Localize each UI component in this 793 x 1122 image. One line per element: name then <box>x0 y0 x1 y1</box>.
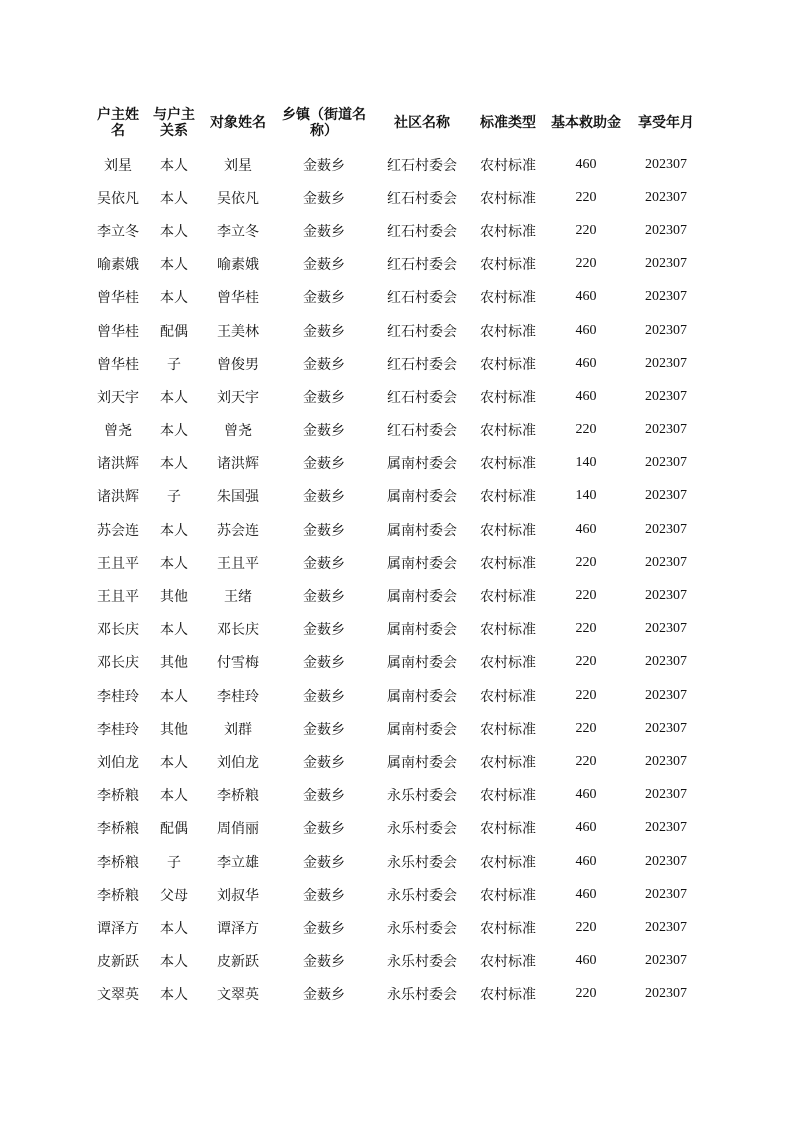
cell-relief-amount: 140 <box>575 455 597 471</box>
cell-householder-name: 吴依凡 <box>97 190 139 207</box>
cell-relationship: 配偶 <box>160 323 188 340</box>
table-row <box>90 911 706 944</box>
cell-relationship: 本人 <box>160 257 188 274</box>
cell-relief-amount: 220 <box>575 654 597 670</box>
cell-community: 属南村委会 <box>387 754 457 771</box>
table-row <box>90 646 706 679</box>
cell-community: 属南村委会 <box>387 622 457 639</box>
table-row <box>90 779 706 812</box>
cell-township: 金薮乡 <box>303 555 345 572</box>
cell-standard-type: 农村标准 <box>480 290 536 307</box>
cell-standard-type: 农村标准 <box>480 456 536 473</box>
cell-benefit-month: 202307 <box>645 222 687 238</box>
cell-householder-name: 李桥粮 <box>97 887 139 904</box>
cell-relationship: 本人 <box>160 954 188 971</box>
cell-township: 金薮乡 <box>303 920 345 937</box>
header-standard-type: 标准类型 <box>480 115 536 131</box>
cell-recipient-name: 曾华桂 <box>217 290 259 307</box>
cell-standard-type: 农村标准 <box>480 622 536 639</box>
cell-relief-amount: 460 <box>575 156 597 172</box>
cell-householder-name: 李桥粮 <box>97 854 139 871</box>
cell-householder-name: 曾华桂 <box>97 356 139 373</box>
cell-householder-name: 喻素娥 <box>97 257 139 274</box>
cell-benefit-month: 202307 <box>645 820 687 836</box>
header-householder-name: 户主姓名 <box>97 107 139 139</box>
cell-standard-type: 农村标准 <box>480 655 536 672</box>
cell-standard-type: 农村标准 <box>480 489 536 506</box>
cell-relationship: 本人 <box>160 555 188 572</box>
cell-relief-amount: 460 <box>575 521 597 537</box>
cell-relief-amount: 460 <box>575 289 597 305</box>
cell-relationship: 其他 <box>160 721 188 738</box>
cell-householder-name: 李桂玲 <box>97 688 139 705</box>
cell-householder-name: 邓长庆 <box>97 622 139 639</box>
cell-relief-amount: 220 <box>575 422 597 438</box>
cell-relationship: 本人 <box>160 157 188 174</box>
cell-relationship: 本人 <box>160 754 188 771</box>
cell-relief-amount: 460 <box>575 953 597 969</box>
cell-householder-name: 文翠英 <box>97 987 139 1004</box>
cell-township: 金薮乡 <box>303 887 345 904</box>
cell-community: 红石村委会 <box>387 257 457 274</box>
header-relationship: 与户主关系 <box>153 107 195 139</box>
cell-benefit-month: 202307 <box>645 720 687 736</box>
cell-relationship: 父母 <box>160 887 188 904</box>
cell-standard-type: 农村标准 <box>480 423 536 440</box>
cell-standard-type: 农村标准 <box>480 223 536 240</box>
cell-relationship: 本人 <box>160 190 188 207</box>
table-row <box>90 613 706 646</box>
cell-standard-type: 农村标准 <box>480 522 536 539</box>
cell-householder-name: 曾华桂 <box>97 323 139 340</box>
cell-community: 属南村委会 <box>387 721 457 738</box>
cell-relief-amount: 220 <box>575 222 597 238</box>
table-row <box>90 513 706 546</box>
relief-roster-table <box>90 98 706 1011</box>
cell-community: 红石村委会 <box>387 290 457 307</box>
cell-standard-type: 农村标准 <box>480 157 536 174</box>
cell-recipient-name: 周俏丽 <box>217 821 259 838</box>
cell-householder-name: 诸洪辉 <box>97 456 139 473</box>
header-benefit-month: 享受年月 <box>638 115 694 131</box>
cell-relationship: 子 <box>167 489 181 506</box>
cell-benefit-month: 202307 <box>645 787 687 803</box>
cell-recipient-name: 文翠英 <box>217 987 259 1004</box>
cell-recipient-name: 李立雄 <box>217 854 259 871</box>
cell-relief-amount: 220 <box>575 720 597 736</box>
cell-relationship: 本人 <box>160 788 188 805</box>
cell-relief-amount: 460 <box>575 322 597 338</box>
table-row <box>90 380 706 413</box>
cell-relationship: 子 <box>167 356 181 373</box>
cell-standard-type: 农村标准 <box>480 323 536 340</box>
cell-relationship: 本人 <box>160 688 188 705</box>
cell-recipient-name: 刘伯龙 <box>217 754 259 771</box>
cell-township: 金薮乡 <box>303 423 345 440</box>
cell-benefit-month: 202307 <box>645 886 687 902</box>
cell-relief-amount: 220 <box>575 986 597 1002</box>
cell-township: 金薮乡 <box>303 323 345 340</box>
cell-township: 金薮乡 <box>303 257 345 274</box>
cell-recipient-name: 谭泽方 <box>217 920 259 937</box>
table-row <box>90 414 706 447</box>
cell-householder-name: 谭泽方 <box>97 920 139 937</box>
cell-recipient-name: 苏会连 <box>217 522 259 539</box>
cell-relief-amount: 220 <box>575 256 597 272</box>
cell-benefit-month: 202307 <box>645 322 687 338</box>
cell-householder-name: 曾尧 <box>104 423 132 440</box>
table-row <box>90 878 706 911</box>
cell-householder-name: 李立冬 <box>97 223 139 240</box>
cell-benefit-month: 202307 <box>645 422 687 438</box>
cell-relief-amount: 460 <box>575 355 597 371</box>
cell-benefit-month: 202307 <box>645 388 687 404</box>
cell-benefit-month: 202307 <box>645 554 687 570</box>
cell-householder-name: 刘天宇 <box>97 389 139 406</box>
cell-householder-name: 诸洪辉 <box>97 489 139 506</box>
cell-township: 金薮乡 <box>303 290 345 307</box>
cell-township: 金薮乡 <box>303 788 345 805</box>
cell-community: 红石村委会 <box>387 223 457 240</box>
cell-township: 金薮乡 <box>303 721 345 738</box>
cell-relationship: 其他 <box>160 655 188 672</box>
cell-householder-name: 曾华桂 <box>97 290 139 307</box>
table-row <box>90 945 706 978</box>
cell-benefit-month: 202307 <box>645 189 687 205</box>
cell-recipient-name: 李桥粮 <box>217 788 259 805</box>
cell-township: 金薮乡 <box>303 622 345 639</box>
cell-community: 属南村委会 <box>387 522 457 539</box>
cell-community: 永乐村委会 <box>387 887 457 904</box>
table-row <box>90 712 706 745</box>
cell-relief-amount: 220 <box>575 753 597 769</box>
cell-benefit-month: 202307 <box>645 521 687 537</box>
cell-relief-amount: 460 <box>575 388 597 404</box>
cell-recipient-name: 喻素娥 <box>217 257 259 274</box>
cell-benefit-month: 202307 <box>645 488 687 504</box>
table-row <box>90 314 706 347</box>
cell-householder-name: 邓长庆 <box>97 655 139 672</box>
table-body <box>90 148 706 1011</box>
table-row <box>90 148 706 181</box>
cell-standard-type: 农村标准 <box>480 887 536 904</box>
cell-relief-amount: 460 <box>575 787 597 803</box>
cell-community: 属南村委会 <box>387 688 457 705</box>
cell-relationship: 配偶 <box>160 821 188 838</box>
table-row <box>90 248 706 281</box>
cell-relationship: 本人 <box>160 987 188 1004</box>
cell-relief-amount: 140 <box>575 488 597 504</box>
table-row <box>90 181 706 214</box>
cell-householder-name: 王且平 <box>97 555 139 572</box>
cell-relationship: 本人 <box>160 290 188 307</box>
cell-community: 永乐村委会 <box>387 788 457 805</box>
cell-relationship: 本人 <box>160 423 188 440</box>
cell-recipient-name: 刘星 <box>224 157 252 174</box>
header-township: 乡镇（街道名称） <box>282 107 366 139</box>
cell-relief-amount: 220 <box>575 687 597 703</box>
cell-relief-amount: 220 <box>575 554 597 570</box>
table-row <box>90 347 706 380</box>
cell-recipient-name: 王美林 <box>217 323 259 340</box>
cell-benefit-month: 202307 <box>645 919 687 935</box>
cell-recipient-name: 李立冬 <box>217 223 259 240</box>
cell-relationship: 本人 <box>160 389 188 406</box>
cell-township: 金薮乡 <box>303 190 345 207</box>
cell-township: 金薮乡 <box>303 655 345 672</box>
cell-township: 金薮乡 <box>303 223 345 240</box>
cell-township: 金薮乡 <box>303 754 345 771</box>
cell-relief-amount: 220 <box>575 919 597 935</box>
cell-standard-type: 农村标准 <box>480 821 536 838</box>
table-row <box>90 480 706 513</box>
table-row <box>90 281 706 314</box>
cell-relief-amount: 220 <box>575 189 597 205</box>
cell-standard-type: 农村标准 <box>480 356 536 373</box>
cell-benefit-month: 202307 <box>645 289 687 305</box>
cell-benefit-month: 202307 <box>645 654 687 670</box>
cell-recipient-name: 吴依凡 <box>217 190 259 207</box>
cell-benefit-month: 202307 <box>645 588 687 604</box>
header-basic-relief-amount: 基本救助金 <box>551 115 621 131</box>
cell-community: 红石村委会 <box>387 157 457 174</box>
cell-standard-type: 农村标准 <box>480 987 536 1004</box>
cell-township: 金薮乡 <box>303 854 345 871</box>
table-row <box>90 546 706 579</box>
cell-recipient-name: 邓长庆 <box>217 622 259 639</box>
cell-recipient-name: 曾尧 <box>224 423 252 440</box>
cell-community: 永乐村委会 <box>387 821 457 838</box>
cell-community: 红石村委会 <box>387 389 457 406</box>
cell-community: 属南村委会 <box>387 589 457 606</box>
cell-recipient-name: 王且平 <box>217 555 259 572</box>
cell-standard-type: 农村标准 <box>480 754 536 771</box>
cell-benefit-month: 202307 <box>645 853 687 869</box>
cell-standard-type: 农村标准 <box>480 788 536 805</box>
cell-recipient-name: 李桂玲 <box>217 688 259 705</box>
cell-township: 金薮乡 <box>303 456 345 473</box>
cell-benefit-month: 202307 <box>645 156 687 172</box>
cell-relief-amount: 220 <box>575 588 597 604</box>
cell-community: 永乐村委会 <box>387 954 457 971</box>
cell-householder-name: 刘伯龙 <box>97 754 139 771</box>
table-row <box>90 214 706 247</box>
cell-benefit-month: 202307 <box>645 687 687 703</box>
cell-township: 金薮乡 <box>303 389 345 406</box>
cell-township: 金薮乡 <box>303 954 345 971</box>
cell-relief-amount: 460 <box>575 853 597 869</box>
cell-community: 永乐村委会 <box>387 987 457 1004</box>
cell-township: 金薮乡 <box>303 356 345 373</box>
cell-relationship: 其他 <box>160 589 188 606</box>
cell-recipient-name: 曾俊男 <box>217 356 259 373</box>
cell-relationship: 本人 <box>160 522 188 539</box>
table-header-row <box>90 98 706 148</box>
cell-community: 永乐村委会 <box>387 854 457 871</box>
cell-householder-name: 李桥粮 <box>97 821 139 838</box>
cell-relief-amount: 460 <box>575 886 597 902</box>
cell-community: 红石村委会 <box>387 356 457 373</box>
cell-community: 属南村委会 <box>387 489 457 506</box>
cell-recipient-name: 付雪梅 <box>217 655 259 672</box>
cell-recipient-name: 皮新跃 <box>217 954 259 971</box>
cell-benefit-month: 202307 <box>645 953 687 969</box>
cell-township: 金薮乡 <box>303 522 345 539</box>
cell-recipient-name: 朱国强 <box>217 489 259 506</box>
cell-householder-name: 李桂玲 <box>97 721 139 738</box>
cell-community: 属南村委会 <box>387 555 457 572</box>
cell-township: 金薮乡 <box>303 489 345 506</box>
cell-standard-type: 农村标准 <box>480 920 536 937</box>
cell-standard-type: 农村标准 <box>480 589 536 606</box>
header-recipient-name: 对象姓名 <box>210 115 266 131</box>
table-row <box>90 679 706 712</box>
cell-recipient-name: 王绪 <box>224 589 252 606</box>
cell-standard-type: 农村标准 <box>480 721 536 738</box>
cell-benefit-month: 202307 <box>645 256 687 272</box>
cell-relationship: 子 <box>167 854 181 871</box>
cell-householder-name: 苏会连 <box>97 522 139 539</box>
cell-standard-type: 农村标准 <box>480 555 536 572</box>
cell-township: 金薮乡 <box>303 589 345 606</box>
cell-community: 属南村委会 <box>387 655 457 672</box>
cell-standard-type: 农村标准 <box>480 954 536 971</box>
cell-community: 红石村委会 <box>387 323 457 340</box>
cell-householder-name: 李桥粮 <box>97 788 139 805</box>
cell-recipient-name: 刘群 <box>224 721 252 738</box>
cell-householder-name: 王且平 <box>97 589 139 606</box>
cell-recipient-name: 刘叔华 <box>217 887 259 904</box>
cell-community: 永乐村委会 <box>387 920 457 937</box>
cell-township: 金薮乡 <box>303 157 345 174</box>
cell-recipient-name: 诸洪辉 <box>217 456 259 473</box>
cell-relief-amount: 220 <box>575 621 597 637</box>
table-row <box>90 812 706 845</box>
cell-community: 红石村委会 <box>387 423 457 440</box>
cell-standard-type: 农村标准 <box>480 389 536 406</box>
table-row <box>90 745 706 778</box>
cell-recipient-name: 刘天宇 <box>217 389 259 406</box>
cell-community: 属南村委会 <box>387 456 457 473</box>
header-community: 社区名称 <box>394 115 450 131</box>
cell-benefit-month: 202307 <box>645 455 687 471</box>
table-row <box>90 845 706 878</box>
cell-benefit-month: 202307 <box>645 986 687 1002</box>
cell-township: 金薮乡 <box>303 987 345 1004</box>
cell-standard-type: 农村标准 <box>480 257 536 274</box>
cell-relationship: 本人 <box>160 456 188 473</box>
table-row <box>90 978 706 1011</box>
cell-householder-name: 皮新跃 <box>97 954 139 971</box>
cell-benefit-month: 202307 <box>645 355 687 371</box>
table-row <box>90 579 706 612</box>
cell-relationship: 本人 <box>160 920 188 937</box>
cell-community: 红石村委会 <box>387 190 457 207</box>
cell-relationship: 本人 <box>160 223 188 240</box>
cell-relief-amount: 460 <box>575 820 597 836</box>
cell-householder-name: 刘星 <box>104 157 132 174</box>
table-row <box>90 447 706 480</box>
cell-benefit-month: 202307 <box>645 621 687 637</box>
cell-relationship: 本人 <box>160 622 188 639</box>
cell-standard-type: 农村标准 <box>480 688 536 705</box>
cell-standard-type: 农村标准 <box>480 854 536 871</box>
cell-benefit-month: 202307 <box>645 753 687 769</box>
cell-township: 金薮乡 <box>303 821 345 838</box>
cell-standard-type: 农村标准 <box>480 190 536 207</box>
cell-township: 金薮乡 <box>303 688 345 705</box>
